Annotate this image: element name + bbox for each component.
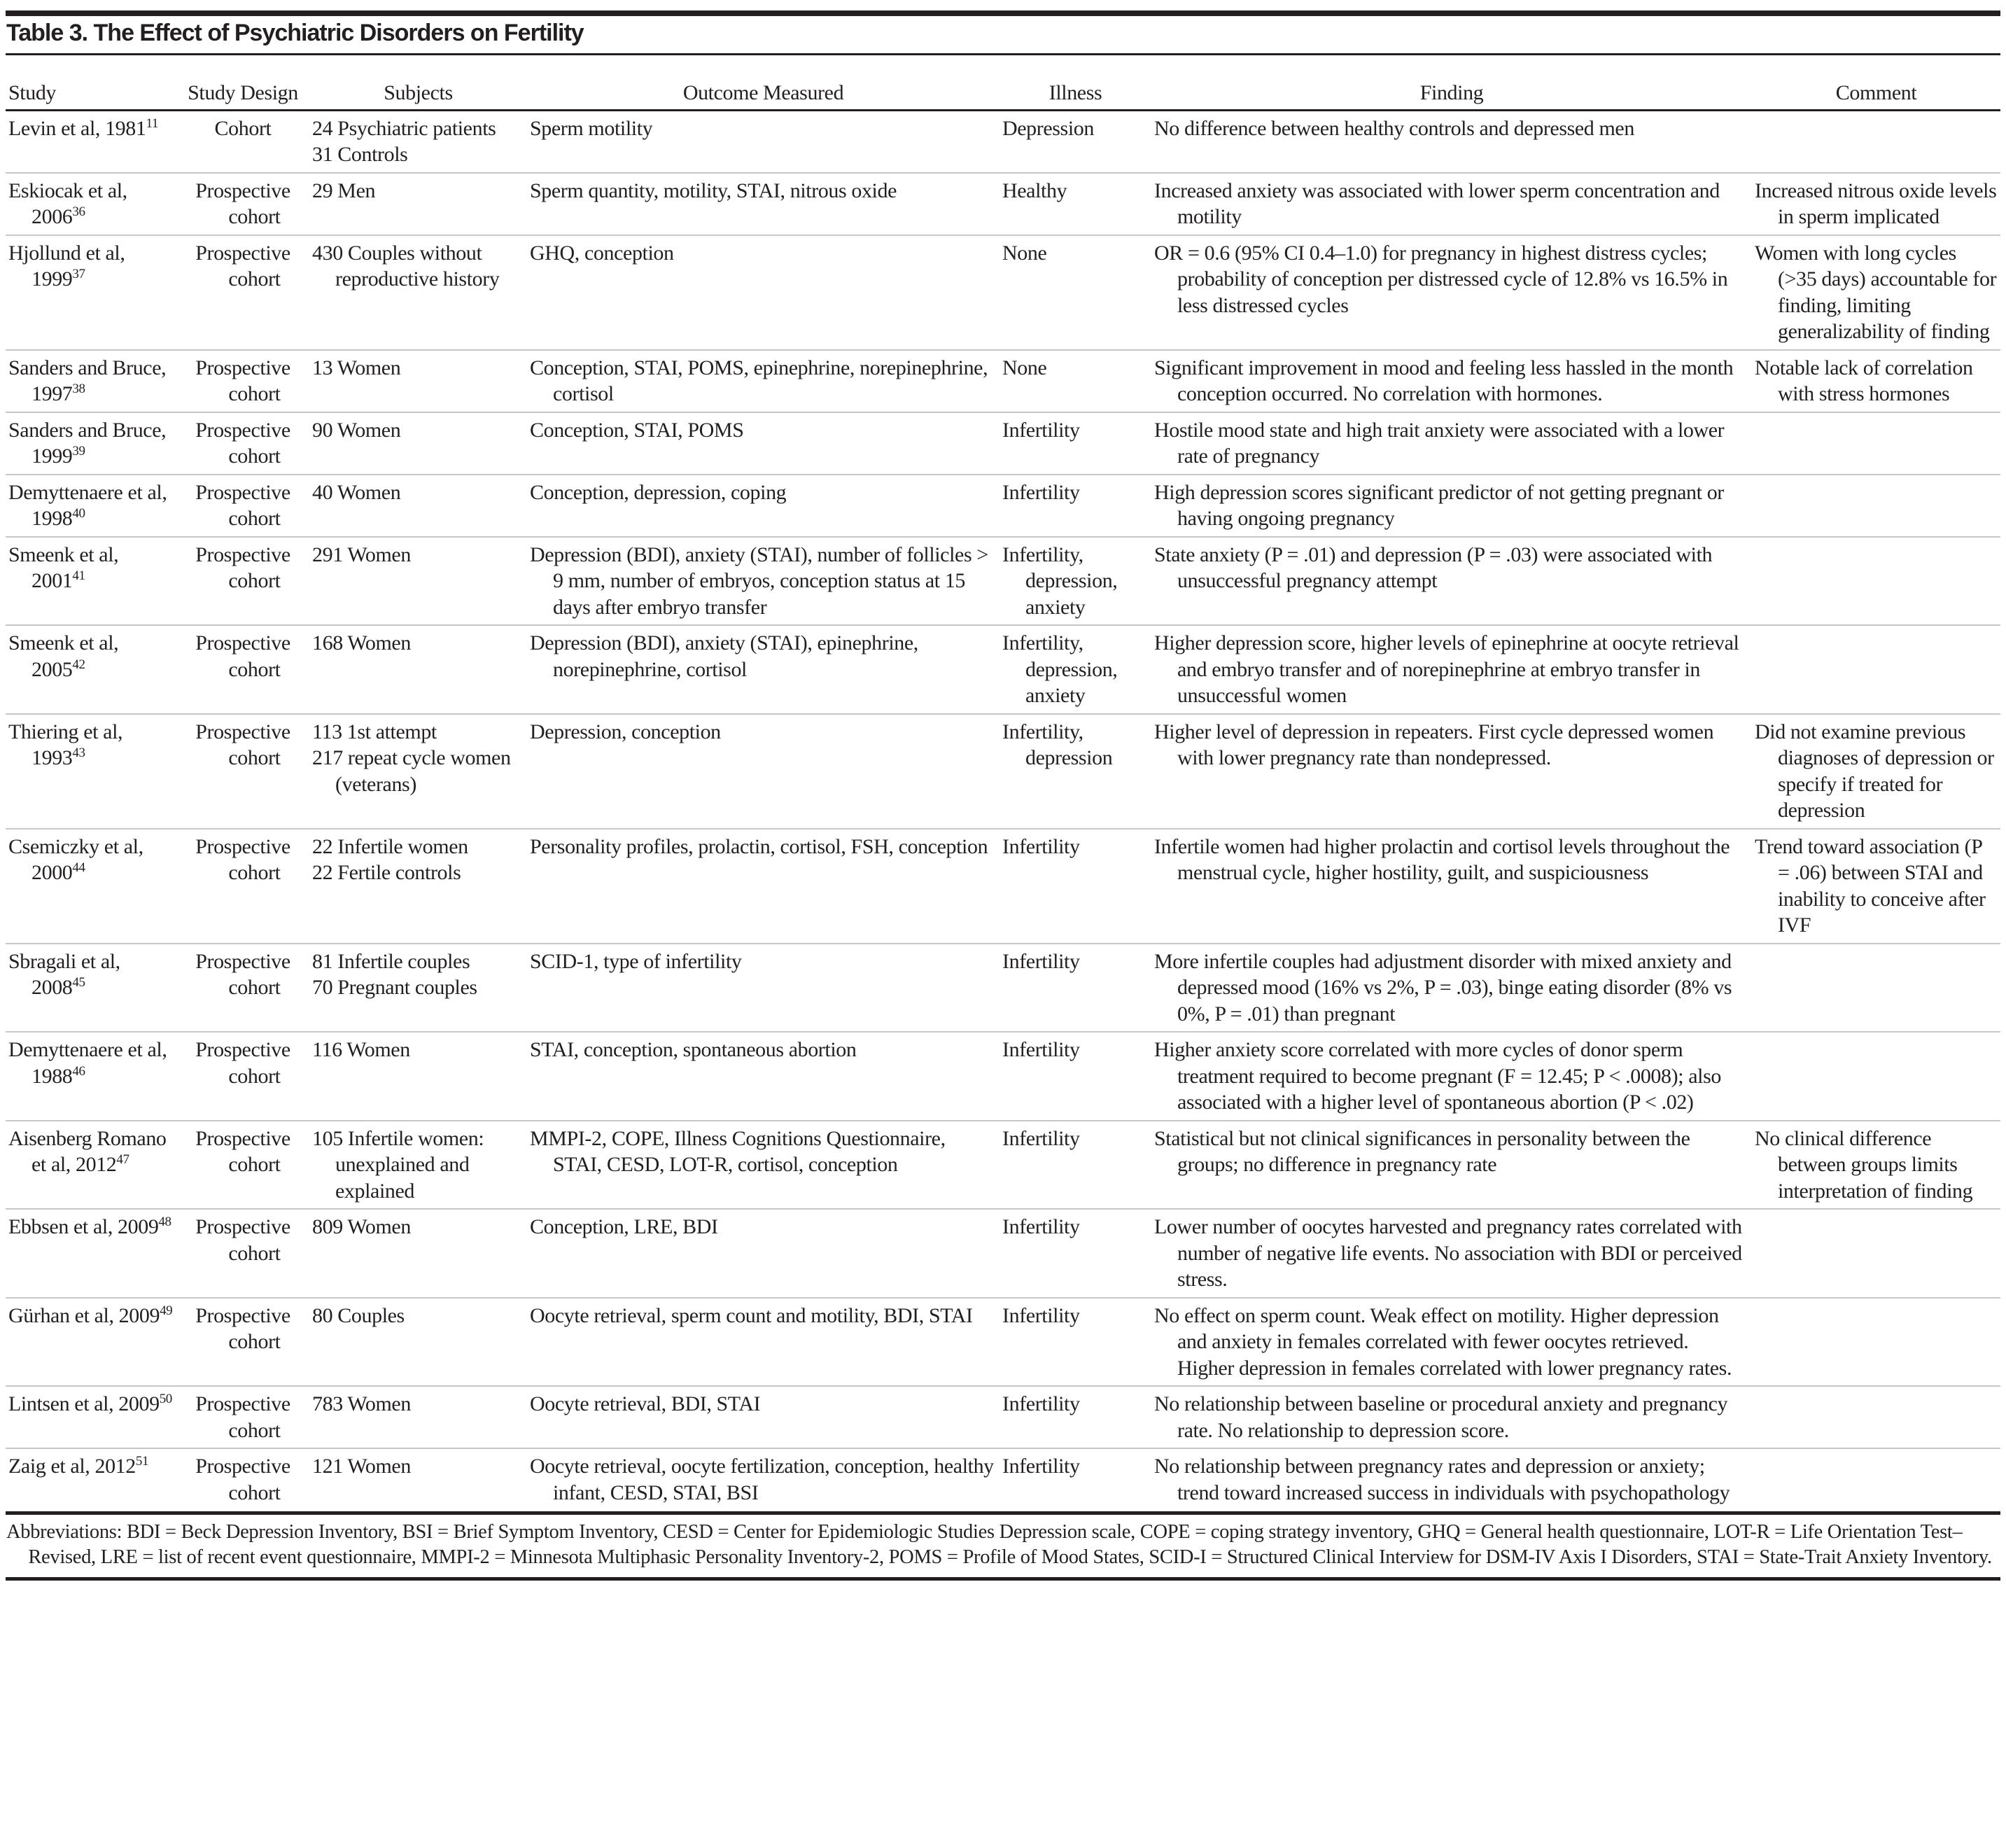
cell-study xyxy=(6,173,176,235)
cell-outcome xyxy=(527,1386,1000,1448)
finding: No relationship between baseline or procedural anxiety and pregnancy rate. No relationship to depression score. xyxy=(1154,1392,1728,1442)
table-row xyxy=(6,714,2000,829)
cell-study xyxy=(6,625,176,714)
outcome-measured: STAI, conception, spontaneous abortion xyxy=(530,1038,857,1061)
footer-rule-top xyxy=(6,1511,2000,1515)
subjects-line: 40 Women xyxy=(312,480,401,504)
cell-finding xyxy=(1151,173,1752,235)
study-name: Lintsen et al, 2009 xyxy=(8,1392,160,1415)
study-cell-wrap xyxy=(8,542,174,594)
study-name: Demyttenaere et al, 1998 xyxy=(8,480,167,530)
subjects-line: 13 Women xyxy=(312,356,401,379)
cell-comment xyxy=(1752,714,2000,829)
cell-outcome xyxy=(527,173,1000,235)
fertility-table xyxy=(6,56,2000,1510)
outcome-measured: Conception, LRE, BDI xyxy=(530,1215,718,1238)
illness: None xyxy=(1002,241,1047,265)
reference-number: 40 xyxy=(72,506,85,521)
cell-study xyxy=(6,944,176,1032)
cell-design xyxy=(176,1209,309,1298)
finding: High depression scores significant predictor of not getting pregnant or having ongoing pregnancy xyxy=(1154,480,1724,530)
study-cell-wrap xyxy=(8,834,174,886)
study-cell-wrap xyxy=(8,178,174,230)
comment: Notable lack of correlation with stress hormones xyxy=(1755,356,1973,405)
cell-design xyxy=(176,235,309,350)
study-design: Prospective cohort xyxy=(195,949,290,999)
cell-finding xyxy=(1151,625,1752,714)
cell-illness xyxy=(1000,829,1151,944)
study-design: Prospective cohort xyxy=(195,241,290,290)
study-cell-wrap xyxy=(8,719,174,771)
cell-illness xyxy=(1000,475,1151,537)
cell-design xyxy=(176,1448,309,1510)
finding: Higher depression score, higher levels of epinephrine at oocyte retrieval and embryo transfer and of norepinephrine at embryo transfer in unsuccessful women xyxy=(1154,631,1739,707)
cell-illness xyxy=(1000,1121,1151,1210)
cell-outcome xyxy=(527,475,1000,537)
study-design: Prospective cohort xyxy=(195,542,290,592)
cell-study xyxy=(6,350,176,412)
table-row xyxy=(6,1209,2000,1298)
finding: Significant improvement in mood and feeling less hassled in the month conception occurred. No correlation with hormones. xyxy=(1154,356,1734,405)
outcome-measured: Personality profiles, prolactin, cortisol, FSH, conception xyxy=(530,834,988,858)
study-design: Prospective cohort xyxy=(195,1455,290,1504)
col-header-outcome: Outcome Measured xyxy=(527,56,1000,110)
cell-comment xyxy=(1752,1298,2000,1387)
cell-illness xyxy=(1000,1298,1151,1387)
study-name: Sanders and Bruce, 1997 xyxy=(8,356,167,405)
cell-comment xyxy=(1752,1386,2000,1448)
subjects-line: 81 Infertile couples xyxy=(312,949,470,973)
study-cell-wrap xyxy=(8,479,174,532)
reference-number: 45 xyxy=(72,975,85,990)
illness: Infertility xyxy=(1002,949,1080,973)
cell-subjects xyxy=(309,1121,527,1210)
comment: Trend toward association (P = .06) between STAI and inability to conceive after IVF xyxy=(1755,834,1986,937)
cell-outcome xyxy=(527,1121,1000,1210)
table-row xyxy=(6,1386,2000,1448)
cell-finding xyxy=(1151,1298,1752,1387)
study-cell-wrap xyxy=(8,630,174,682)
outcome-measured: GHQ, conception xyxy=(530,241,674,265)
top-rule xyxy=(6,10,2000,16)
table-row xyxy=(6,944,2000,1032)
reference-number: 47 xyxy=(116,1152,129,1167)
table-row xyxy=(6,1121,2000,1210)
cell-subjects xyxy=(309,235,527,350)
cell-comment xyxy=(1752,625,2000,714)
cell-illness xyxy=(1000,1448,1151,1510)
illness: Infertility, depression, anxiety xyxy=(1002,631,1118,707)
cell-comment xyxy=(1752,173,2000,235)
cell-finding xyxy=(1151,1386,1752,1448)
reference-number: 36 xyxy=(72,204,85,219)
table-body xyxy=(6,110,2000,1510)
study-name: Ebbsen et al, 2009 xyxy=(8,1215,159,1238)
cell-finding xyxy=(1151,235,1752,350)
finding: OR = 0.6 (95% CI 0.4–1.0) for pregnancy in highest distress cycles; probability of conception per distressed cycle of 12.8% vs 16.5% in less distressed cycles xyxy=(1154,241,1728,317)
outcome-measured: Oocyte retrieval, oocyte fertilization, conception, healthy infant, CESD, STAI, BSI xyxy=(530,1455,994,1504)
cell-study xyxy=(6,1209,176,1298)
finding: Statistical but not clinical significances in personality between the groups; no difference in pregnancy rate xyxy=(1154,1126,1690,1176)
study-name: Thiering et al, 1993 xyxy=(8,720,123,769)
subjects-line: 113 1st attempt xyxy=(312,720,437,743)
illness: Infertility xyxy=(1002,1303,1080,1327)
cell-subjects xyxy=(309,412,527,475)
study-name: Eskiocak et al, 2006 xyxy=(8,178,127,228)
study-cell-wrap xyxy=(8,1037,174,1089)
study-design: Prospective cohort xyxy=(195,1392,290,1442)
subjects-line: 70 Pregnant couples xyxy=(312,976,477,999)
cell-outcome xyxy=(527,412,1000,475)
cell-outcome xyxy=(527,944,1000,1032)
study-cell-wrap xyxy=(8,1303,174,1329)
reference-number: 51 xyxy=(135,1454,149,1469)
cell-finding xyxy=(1151,1032,1752,1121)
subjects-line: 80 Couples xyxy=(312,1303,405,1327)
finding: Increased anxiety was associated with lower sperm concentration and motility xyxy=(1154,178,1720,228)
cell-finding xyxy=(1151,412,1752,475)
outcome-measured: Oocyte retrieval, sperm count and motility, BDI, STAI xyxy=(530,1303,973,1327)
finding: Infertile women had higher prolactin and cortisol levels throughout the menstrual cycle, higher hostility, guilt, and suspiciousness xyxy=(1154,834,1730,884)
study-name: Zaig et al, 2012 xyxy=(8,1455,136,1478)
cell-illness xyxy=(1000,1209,1151,1298)
study-design: Prospective cohort xyxy=(195,1215,290,1265)
cell-design xyxy=(176,1032,309,1121)
cell-illness xyxy=(1000,1032,1151,1121)
cell-outcome xyxy=(527,625,1000,714)
subjects-line: 31 Controls xyxy=(312,143,408,166)
cell-illness xyxy=(1000,944,1151,1032)
reference-number: 46 xyxy=(72,1063,85,1079)
cell-subjects xyxy=(309,350,527,412)
cell-comment xyxy=(1752,537,2000,626)
cell-comment xyxy=(1752,110,2000,173)
cell-subjects xyxy=(309,475,527,537)
finding: Higher level of depression in repeaters. First cycle depressed women with lower pregnancy rate than nondepressed. xyxy=(1154,720,1714,769)
cell-comment xyxy=(1752,235,2000,350)
illness: Infertility xyxy=(1002,1038,1080,1061)
reference-number: 48 xyxy=(158,1214,171,1229)
reference-number: 39 xyxy=(72,444,85,458)
study-name: Aisenberg Romano et al, 2012 xyxy=(8,1126,167,1176)
outcome-measured: MMPI-2, COPE, Illness Cognitions Questionnaire, STAI, CESD, LOT-R, cortisol, conception xyxy=(530,1126,946,1176)
cell-finding xyxy=(1151,944,1752,1032)
subjects-line: 121 Women xyxy=(312,1455,411,1478)
table-row xyxy=(6,235,2000,350)
reference-number: 43 xyxy=(72,746,85,760)
cell-finding xyxy=(1151,1209,1752,1298)
cell-outcome xyxy=(527,110,1000,173)
illness: Infertility xyxy=(1002,1215,1080,1238)
cell-subjects xyxy=(309,1032,527,1121)
reference-number: 44 xyxy=(72,860,85,875)
cell-design xyxy=(176,625,309,714)
col-header-finding: Finding xyxy=(1151,56,1752,110)
cell-comment xyxy=(1752,1032,2000,1121)
study-name: Smeenk et al, 2001 xyxy=(8,542,119,592)
cell-outcome xyxy=(527,714,1000,829)
cell-illness xyxy=(1000,235,1151,350)
study-design: Prospective cohort xyxy=(195,178,290,228)
cell-study xyxy=(6,110,176,173)
header-row xyxy=(6,56,2000,110)
cell-illness xyxy=(1000,350,1151,412)
illness: Infertility xyxy=(1002,834,1080,858)
finding: State anxiety (P = .01) and depression (P = .03) were associated with unsuccessful pregnancy attempt xyxy=(1154,542,1713,592)
cell-design xyxy=(176,1386,309,1448)
table-row xyxy=(6,350,2000,412)
cell-study xyxy=(6,714,176,829)
study-design: Prospective cohort xyxy=(195,631,290,681)
col-header-design: Study Design xyxy=(176,56,309,110)
outcome-measured: Oocyte retrieval, BDI, STAI xyxy=(530,1392,761,1415)
cell-design xyxy=(176,173,309,235)
study-name: Levin et al, 1981 xyxy=(8,116,146,140)
table-title: Table 3. The Effect of Psychiatric Disorders on Fertility xyxy=(6,20,584,46)
cell-outcome xyxy=(527,537,1000,626)
cell-design xyxy=(176,829,309,944)
cell-comment xyxy=(1752,350,2000,412)
subjects-line: 22 Fertile controls xyxy=(312,861,461,884)
subjects-line: 783 Women xyxy=(312,1392,411,1415)
cell-subjects xyxy=(309,1448,527,1510)
study-design: Prospective cohort xyxy=(195,1038,290,1088)
cell-comment xyxy=(1752,944,2000,1032)
study-design: Prospective cohort xyxy=(195,1126,290,1176)
cell-subjects xyxy=(309,173,527,235)
cell-study xyxy=(6,412,176,475)
subjects-line: 116 Women xyxy=(312,1038,410,1061)
outcome-measured: Sperm quantity, motility, STAI, nitrous oxide xyxy=(530,178,897,202)
outcome-measured: Sperm motility xyxy=(530,116,653,140)
subjects-line: 168 Women xyxy=(312,631,411,654)
cell-finding xyxy=(1151,110,1752,173)
cell-comment xyxy=(1752,475,2000,537)
illness: Infertility, depression xyxy=(1002,720,1113,769)
cell-design xyxy=(176,475,309,537)
outcome-measured: Depression (BDI), anxiety (STAI), epinephrine, norepinephrine, cortisol xyxy=(530,631,918,681)
cell-finding xyxy=(1151,1448,1752,1510)
illness: Infertility xyxy=(1002,1455,1080,1478)
subjects-line: 24 Psychiatric patients xyxy=(312,116,496,140)
study-name: Csemiczky et al, 2000 xyxy=(8,834,143,884)
study-name: Sbragali et al, 2008 xyxy=(8,949,120,999)
cell-design xyxy=(176,1298,309,1387)
cell-subjects xyxy=(309,714,527,829)
cell-outcome xyxy=(527,1298,1000,1387)
cell-finding xyxy=(1151,350,1752,412)
table-row xyxy=(6,537,2000,626)
study-cell-wrap xyxy=(8,1453,174,1480)
cell-comment xyxy=(1752,1448,2000,1510)
study-cell-wrap xyxy=(8,417,174,470)
comment: Increased nitrous oxide levels in sperm implicated xyxy=(1755,178,1997,228)
table-row xyxy=(6,1032,2000,1121)
study-design: Prospective cohort xyxy=(195,356,290,405)
outcome-measured: Depression (BDI), anxiety (STAI), number of follicles > 9 mm, number of embryos, conception status at 15 days after embryo transfer xyxy=(530,542,988,619)
subjects-line: 22 Infertile women xyxy=(312,834,468,858)
table-row xyxy=(6,173,2000,235)
study-cell-wrap xyxy=(8,115,174,142)
cell-comment xyxy=(1752,829,2000,944)
study-name: Demyttenaere et al, 1988 xyxy=(8,1038,167,1088)
study-design: Prospective cohort xyxy=(195,834,290,884)
cell-outcome xyxy=(527,1209,1000,1298)
cell-subjects xyxy=(309,110,527,173)
title-rule xyxy=(6,53,2000,55)
cell-study xyxy=(6,1298,176,1387)
cell-illness xyxy=(1000,110,1151,173)
cell-illness xyxy=(1000,714,1151,829)
cell-comment xyxy=(1752,412,2000,475)
cell-study xyxy=(6,475,176,537)
subjects-line: 430 Couples without reproductive history xyxy=(312,241,500,290)
cell-subjects xyxy=(309,1298,527,1387)
cell-subjects xyxy=(309,1209,527,1298)
subjects-line: 105 Infertile women: unexplained and explained xyxy=(312,1126,484,1203)
subjects-line: 90 Women xyxy=(312,418,401,442)
cell-study xyxy=(6,829,176,944)
cell-finding xyxy=(1151,829,1752,944)
cell-subjects xyxy=(309,1386,527,1448)
study-cell-wrap xyxy=(8,355,174,407)
outcome-measured: Conception, STAI, POMS, epinephrine, norepinephrine, cortisol xyxy=(530,356,988,405)
illness: None xyxy=(1002,356,1047,379)
illness: Depression xyxy=(1002,116,1094,140)
study-cell-wrap xyxy=(8,1391,174,1418)
reference-number: 11 xyxy=(146,115,158,131)
col-header-study: Study xyxy=(6,56,176,110)
cell-study xyxy=(6,1386,176,1448)
cell-outcome xyxy=(527,235,1000,350)
study-design: Cohort xyxy=(214,116,272,140)
study-name: Smeenk et al, 2005 xyxy=(8,631,119,681)
cell-study xyxy=(6,235,176,350)
cell-finding xyxy=(1151,1121,1752,1210)
comment: Did not examine previous diagnoses of depression or specify if treated for depression xyxy=(1755,720,1994,822)
abbreviations-footnote: Abbreviations: BDI = Beck Depression Inventory, BSI = Brief Symptom Inventory, CESD = Center for Epidemiologic Studies Depression scale, COPE = coping strategy inventory, GHQ = General health questionnaire, LOT-R = Life Orientation Test–Revised, LRE = list of recent event questionnaire, MMPI-2 = Minnesota Multiphasic Personality Inventory-2, POMS = Profile of Mood States, SCID-I = Structured Clinical Interview for DSM-IV Axis I Disorders, STAI = State-Trait Anxiety Inventory. xyxy=(6,1521,1992,1568)
cell-design xyxy=(176,412,309,475)
cell-outcome xyxy=(527,829,1000,944)
study-design: Prospective cohort xyxy=(195,418,290,468)
outcome-measured: Depression, conception xyxy=(530,720,721,743)
finding: More infertile couples had adjustment disorder with mixed anxiety and depressed mood (16% vs 2%, P = .03), binge eating disorder (8% vs 0%, P = .01) than pregnant xyxy=(1154,949,1732,1026)
comment: No clinical difference between groups limits interpretation of finding xyxy=(1755,1126,1973,1203)
illness: Infertility xyxy=(1002,418,1080,442)
table-row xyxy=(6,829,2000,944)
cell-subjects xyxy=(309,944,527,1032)
cell-study xyxy=(6,1448,176,1510)
reference-number: 37 xyxy=(72,267,85,281)
study-design: Prospective cohort xyxy=(195,1303,290,1353)
illness: Infertility xyxy=(1002,1126,1080,1150)
illness: Healthy xyxy=(1002,178,1067,202)
table-row xyxy=(6,412,2000,475)
study-name: Sanders and Bruce, 1999 xyxy=(8,418,167,468)
outcome-measured: Conception, depression, coping xyxy=(530,480,787,504)
cell-design xyxy=(176,1121,309,1210)
study-cell-wrap xyxy=(8,1126,174,1178)
table-row xyxy=(6,1448,2000,1510)
cell-design xyxy=(176,537,309,626)
outcome-measured: SCID-1, type of infertility xyxy=(530,949,742,973)
cell-subjects xyxy=(309,537,527,626)
study-name: Gürhan et al, 2009 xyxy=(8,1303,160,1327)
cell-comment xyxy=(1752,1209,2000,1298)
cell-illness xyxy=(1000,625,1151,714)
outcome-measured: Conception, STAI, POMS xyxy=(530,418,744,442)
footer-rule-bottom xyxy=(6,1577,2000,1581)
table-row xyxy=(6,110,2000,173)
finding: No difference between healthy controls and depressed men xyxy=(1154,116,1634,140)
table-row xyxy=(6,475,2000,537)
cell-design xyxy=(176,110,309,173)
cell-finding xyxy=(1151,714,1752,829)
study-design: Prospective cohort xyxy=(195,480,290,530)
subjects-line: 217 repeat cycle women (veterans) xyxy=(312,746,511,796)
comment: Women with long cycles (>35 days) accountable for finding, limiting generalizability of finding xyxy=(1755,241,1997,343)
table-row xyxy=(6,625,2000,714)
cell-design xyxy=(176,714,309,829)
study-design: Prospective cohort xyxy=(195,720,290,769)
cell-outcome xyxy=(527,350,1000,412)
study-cell-wrap xyxy=(8,1214,174,1240)
cell-illness xyxy=(1000,1386,1151,1448)
reference-number: 42 xyxy=(72,657,85,672)
cell-outcome xyxy=(527,1448,1000,1510)
cell-finding xyxy=(1151,537,1752,626)
study-cell-wrap xyxy=(8,240,174,293)
study-name: Hjollund et al, 1999 xyxy=(8,241,125,290)
col-header-illness: Illness xyxy=(1000,56,1151,110)
finding: No effect on sperm count. Weak effect on motility. Higher depression and anxiety in females correlated with fewer oocytes retrieved. Higher depression in females correlated with lower pregnancy rates. xyxy=(1154,1303,1732,1380)
subjects-line: 291 Women xyxy=(312,542,411,566)
finding: Hostile mood state and high trait anxiety were associated with a lower rate of pregnancy xyxy=(1154,418,1725,468)
finding: Higher anxiety score correlated with more cycles of donor sperm treatment required to become pregnant (F = 12.45; P < .0008); also associated with a higher level of spontaneous abortion (P < .02) xyxy=(1154,1038,1721,1114)
cell-subjects xyxy=(309,625,527,714)
table-row xyxy=(6,1298,2000,1387)
col-header-comment: Comment xyxy=(1752,56,2000,110)
col-header-subjects: Subjects xyxy=(309,56,527,110)
cell-design xyxy=(176,944,309,1032)
cell-design xyxy=(176,350,309,412)
cell-illness xyxy=(1000,173,1151,235)
cell-study xyxy=(6,1032,176,1121)
cell-finding xyxy=(1151,475,1752,537)
cell-study xyxy=(6,537,176,626)
reference-number: 50 xyxy=(159,1392,172,1406)
finding: No relationship between pregnancy rates and depression or anxiety; trend toward increased success in individuals with psychopathology xyxy=(1154,1455,1730,1504)
illness: Infertility, depression, anxiety xyxy=(1002,542,1118,619)
cell-illness xyxy=(1000,537,1151,626)
cell-subjects xyxy=(309,829,527,944)
cell-comment xyxy=(1752,1121,2000,1210)
subjects-line: 809 Women xyxy=(312,1215,411,1238)
subjects-line: 29 Men xyxy=(312,178,376,202)
cell-study xyxy=(6,1121,176,1210)
illness: Infertility xyxy=(1002,480,1080,504)
cell-outcome xyxy=(527,1032,1000,1121)
finding: Lower number of oocytes harvested and pregnancy rates correlated with number of negative life events. No association with BDI or perceived stress. xyxy=(1154,1215,1742,1291)
illness: Infertility xyxy=(1002,1392,1080,1415)
cell-illness xyxy=(1000,412,1151,475)
study-cell-wrap xyxy=(8,948,174,1001)
reference-number: 41 xyxy=(72,568,85,583)
reference-number: 38 xyxy=(72,382,85,396)
reference-number: 49 xyxy=(160,1303,173,1318)
